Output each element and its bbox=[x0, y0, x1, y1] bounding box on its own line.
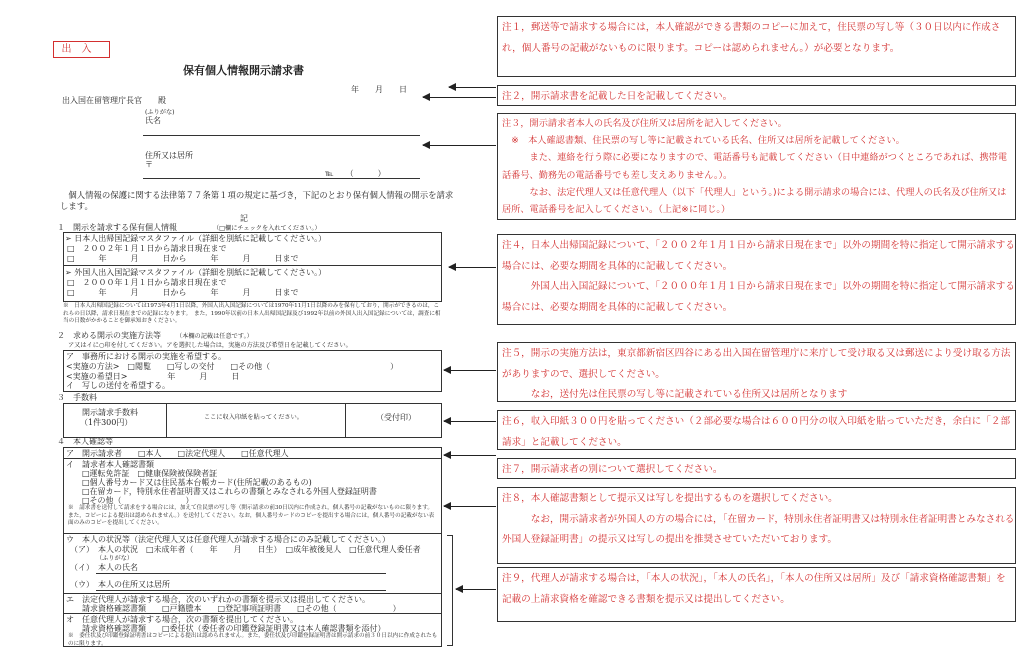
principal-status[interactable]: （ア） 本人の状況 □未成年者（ 年 月 日生） □成年被後見人 □任意代理人委任者 bbox=[70, 545, 421, 554]
principal-furigana: （ふりがな） bbox=[96, 555, 134, 562]
foreign-record-default-range[interactable]: □ ２０００年１月１日から請求日現在まで bbox=[67, 278, 227, 287]
legal-agent-docs[interactable]: 請求資格確認書類 □戸籍謄本 □登記事項証明書 □その他（ ） bbox=[82, 604, 401, 613]
revenue-stamp-area[interactable]: ここに収入印紙を貼ってください。 bbox=[204, 414, 303, 421]
note-1: 注１，郵送等で請求する場合には，本人確認ができる書類のコピーに加えて，住民票の写し等（３０日以内に作成され，個人番号の記載がないものに限ります。コピーは認められません。）が必要となります。 bbox=[497, 16, 1016, 77]
name-line[interactable] bbox=[143, 135, 420, 136]
voluntary-agent-docs-title: オ 任意代理人が請求する場合，次の書類を提出してください。 bbox=[66, 615, 298, 624]
address-label: 住所又は居所 bbox=[145, 151, 193, 160]
incoming-stamp: 出入 bbox=[53, 41, 110, 58]
id-doc-residence-card[interactable]: □在留カード，特別永住者証明書又はこれらの書類とみなされる外国人登録証明書 bbox=[82, 487, 377, 496]
note-4: 注４，日本人出帰国記録について、「２００２年１月１日から請求日現在まで」以外の期間を特に指定して開示請求する場合には、必要な期間を具体的に記載してください。 外国人出入国記録について、「２０００年１月１日から請求日現在まで」以外の期間を特に指定して開示請求する場合には、必要な期間を具体的に記載してください。 bbox=[497, 234, 1016, 325]
tel-label[interactable]: ℡ （ ） bbox=[325, 169, 386, 178]
fee-divider-1 bbox=[166, 403, 167, 437]
s4-divider-3 bbox=[63, 593, 441, 594]
arrow-note-2b bbox=[423, 97, 496, 98]
arrow-note-9 bbox=[456, 589, 496, 590]
section1-footnote: ※ 日本人出帰国記録については1973年4月1日以降，外国人出入国記録については1970年11月1日以降のみを保有しており，開示ができるのは，これらの日以降，請求日現在までの記録になります。 また，1990年以前の日本人出帰国記録及び1992年以前の外国人出入国記録については，調査に相当の日数がかかることを御承知おきください。 bbox=[63, 303, 441, 325]
note-7: 注７，開示請求者の別について選択してください。 bbox=[497, 458, 1016, 479]
note-6: 注６，収入印紙３００円を貼ってください（２部必要な場合は６００円分の収入印紙を貼っていただき，余白に「２部請求」と記載してください。 bbox=[497, 410, 1016, 450]
foreign-record-custom-range[interactable]: □ 年 月 日から 年 月 日まで bbox=[67, 288, 299, 297]
disclosure-request-form bbox=[0, 0, 480, 670]
foreign-record-option: ➢ 外国人出入国記録マスタファイル（詳細を別紙に記載してください。） bbox=[65, 268, 327, 277]
section3-title: ３ 手数料 bbox=[57, 393, 97, 402]
section2-instructions: ア又はイに○印を付してください。アを選択した場合は，実施の方法及び希望日を記載してください。 bbox=[68, 342, 352, 349]
agent-section-bracket bbox=[452, 535, 453, 645]
id-doc-mynumber[interactable]: □個人番号カード又は住民基本台帳カード(住所記載のあるもの) bbox=[82, 478, 312, 487]
option-office-disclosure[interactable]: ア 事務所における開示の実施を希望する。 bbox=[66, 352, 226, 361]
section4-title: ４ 本人確認等 bbox=[57, 437, 113, 446]
principal-status-title: ウ 本人の状況等（法定代理人又は任意代理人が請求する場合にのみ記載してください。） bbox=[66, 535, 390, 544]
note-3: 注３，開示請求者本人の氏名及び住所又は居所を記入してください。 ※ 本人確認書類、住民票の写し等に記載されている氏名、住所又は居所を記載してください。 また、連絡を行う際に必要になりますので、電話番号も記載してください（日中連絡がつくところであれば、携帯電話番号、勤務先の電話番号でも差し支えありません。）。 なお、法定代理人又は任意代理人（以下「代理人」という。)による開示請求の場合には、代理人の氏名及び住所又は居所、電話番号を記入してください。（上記※に同じ。） bbox=[497, 113, 1016, 220]
section1-title: １ 開示を請求する保有個人情報 bbox=[57, 223, 177, 232]
arrow-note-7 bbox=[444, 455, 496, 456]
intro-text: 個人情報の保護に関する法律第７７条第１項の規定に基づき，下記のとおり保有個人情報の開示を請求します。 bbox=[60, 190, 454, 212]
address-line[interactable] bbox=[143, 178, 420, 179]
id-doc-license-insurance[interactable]: □運転免許証 □健康保険被保険者証 bbox=[82, 469, 218, 478]
ki-mark: 記 bbox=[240, 214, 248, 223]
principal-name[interactable]: （イ） 本人の氏名 bbox=[70, 563, 138, 572]
s4-divider-4 bbox=[63, 613, 441, 614]
note-5: 注５，開示の実施方法は，東京都新宿区四谷にある出入国在留管理庁に来庁して受け取る又は郵送により受け取る方法がありますので、選択してください。 なお，送付先は住民票の写し等に記載されている住所又は居所となります bbox=[497, 342, 1016, 402]
agent-bracket-bottom bbox=[447, 645, 453, 646]
reception-stamp-area: （受付印） bbox=[376, 413, 416, 422]
fee-amount: （1件300円） bbox=[80, 418, 133, 427]
s4-divider-2 bbox=[63, 533, 441, 534]
date-line[interactable]: 年 月 日 bbox=[351, 85, 407, 94]
s4-divider-1 bbox=[63, 458, 441, 459]
voluntary-agent-docs[interactable]: 請求資格確認書類 □委任状（委任者の印鑑登録証明書又は本人確認書類を添付） bbox=[82, 624, 386, 633]
arrow-note-2 bbox=[449, 87, 496, 88]
requester-type[interactable]: ア 開示請求者 □本人 □法定代理人 □任意代理人 bbox=[66, 449, 289, 458]
postal-mark: 〒 bbox=[145, 160, 153, 169]
note-9: 注９，代理人が請求する場合は，「本人の状況」，「本人の氏名」，「本人の住所又は居所」及び「請求資格確認書類」を記載の上請求資格を確認できる書類を提示又は提出してください。 bbox=[497, 567, 1016, 622]
identity-documents-note: ※ 請求書を送付して請求をする場合には，加えて住民票の写し等（開示請求の前30日以内に作成され，個人番号の記載がないものに限ります。また，コピーによる提出は認められません。）を送付してください。なお，個人番号カードのコピーを提出する場合には，個人番号の記載がない表面のみのコピーを提出してください。 bbox=[68, 505, 435, 527]
section1-note: （□欄にチェックを入れてください。） bbox=[213, 225, 321, 232]
section2-note: （本欄の記載は任意です。） bbox=[176, 333, 253, 340]
fee-label: 開示請求手数料 bbox=[82, 408, 138, 417]
option-copy-mail[interactable]: イ 写しの送付を希望する。 bbox=[66, 381, 170, 390]
note-2: 注２，開示請求書を記載した日を記載してください。 bbox=[497, 85, 1016, 106]
id-doc-other[interactable]: □その他（ ） bbox=[82, 496, 194, 505]
disclosure-method[interactable]: <実施の方法> □閲覧 □写しの交付 □その他（ ） bbox=[66, 362, 399, 371]
agent-bracket-top bbox=[447, 535, 453, 536]
japanese-record-option: ➢ 日本人出帰国記録マスタファイル（詳細を別紙に記載してください。） bbox=[65, 234, 327, 243]
identity-documents-title: イ 請求者本人確認書類 bbox=[66, 460, 154, 469]
principal-address[interactable]: （ウ） 本人の住所又は居所 bbox=[70, 580, 170, 589]
arrow-note-5 bbox=[444, 370, 496, 371]
disclosure-preferred-date[interactable]: <実施の希望日> 年 月 日 bbox=[66, 372, 240, 381]
name-label: 氏名 bbox=[145, 116, 161, 125]
form-title: 保有個人情報開示請求書 bbox=[183, 64, 304, 77]
principal-name-line[interactable] bbox=[96, 573, 386, 574]
voluntary-agent-note: ※ 委任状及び印鑑登録証明書はコピーによる提出は認められません。また，委任状及び印鑑登録証明書は開示請求の前３０日以内に作成されたものに限ります。 bbox=[68, 633, 438, 647]
legal-agent-docs-title: エ 法定代理人が請求する場合，次のいずれかの書類を提示又は提出してください。 bbox=[66, 595, 370, 604]
arrow-note-3 bbox=[423, 145, 496, 146]
arrow-note-8 bbox=[444, 506, 496, 507]
note-8: 注８，本人確認書類として提示又は写しを提出するものを選択してください。 なお，開示請求者が外国人の方の場合には，「在留カード，特別永住者証明書又は特別永住者証明書とみなされる外国人登録証明書」の提示又は写しの提出を推奨させていただいております。 bbox=[497, 487, 1016, 564]
section1-divider bbox=[63, 265, 441, 266]
arrow-note-6 bbox=[444, 421, 496, 422]
principal-address-line[interactable] bbox=[96, 590, 386, 591]
arrow-note-4 bbox=[449, 267, 496, 268]
fee-divider-2 bbox=[345, 403, 346, 437]
japanese-record-custom-range[interactable]: □ 年 月 日から 年 月 日まで bbox=[67, 254, 299, 263]
addressee: 出入国在留管理庁長官 殿 bbox=[62, 96, 166, 105]
section2-title: ２ 求める開示の実施方法等 bbox=[57, 331, 161, 340]
japanese-record-default-range[interactable]: □ ２００２年１月１日から請求日現在まで bbox=[67, 244, 227, 253]
name-furigana: (ふりがな) bbox=[145, 109, 175, 116]
